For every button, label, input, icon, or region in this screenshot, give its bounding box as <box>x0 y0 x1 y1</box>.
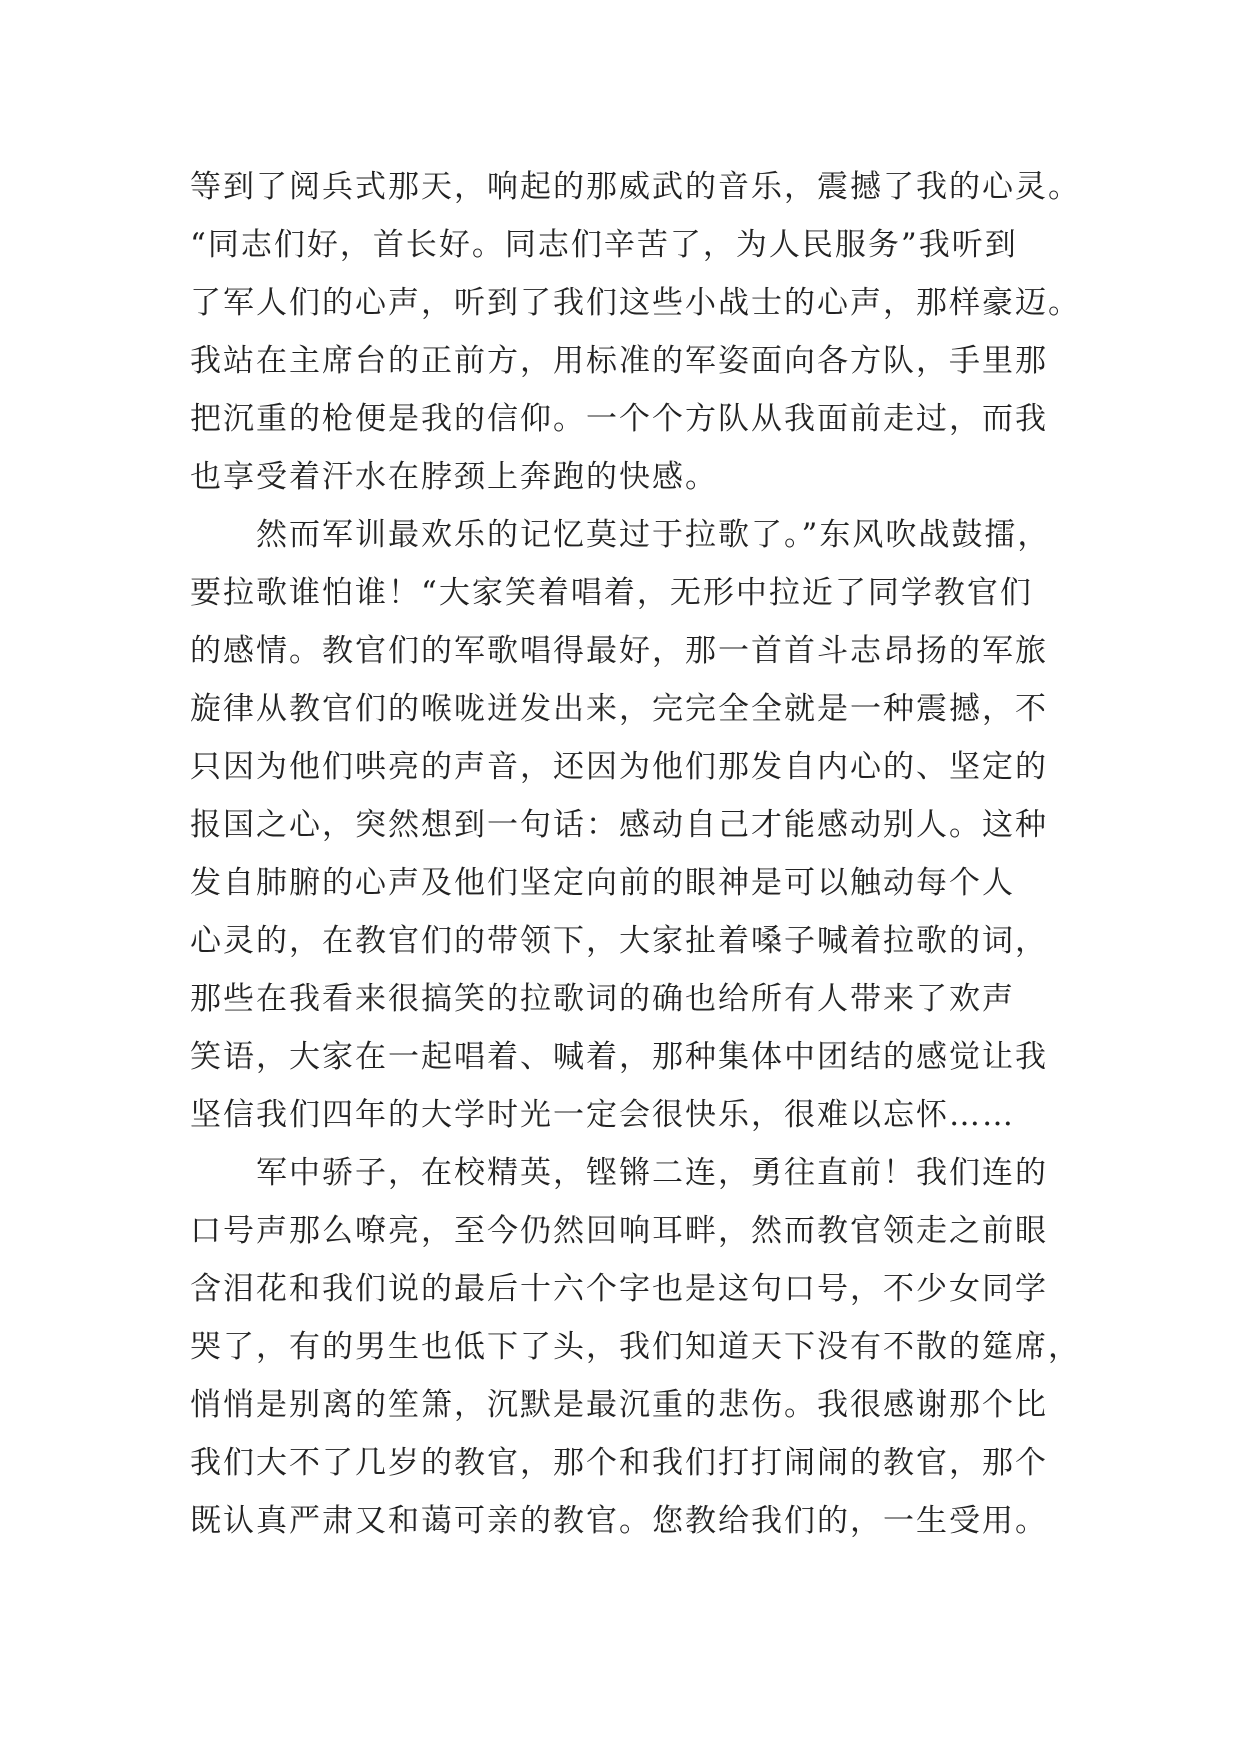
text-line: 哭了，有的男生也低下了头，我们知道天下没有不散的筵席， <box>190 1329 1081 1365</box>
text-line: 然而军训最欢乐的记忆莫过于拉歌了。”东风吹战鼓擂， <box>256 517 1051 553</box>
paragraph-2 <box>190 506 1070 1144</box>
text-line: 既认真严肃又和蔼可亲的教官。您教给我们的，一生受用。 <box>190 1503 1048 1539</box>
text-line: 只因为他们哄亮的声音，还因为他们那发自内心的、坚定的 <box>190 749 1048 785</box>
text-line: 的感情。教官们的军歌唱得最好，那一首首斗志昂扬的军旅 <box>190 633 1048 669</box>
text-line: 含泪花和我们说的最后十六个字也是这句口号，不少女同学 <box>190 1271 1048 1307</box>
text-line: 军中骄子，在校精英，铿锵二连，勇往直前！我们连的 <box>256 1155 1048 1191</box>
document-body <box>190 158 1081 1550</box>
text-line: 心灵的，在教官们的带领下，大家扯着嗓子喊着拉歌的词， <box>190 923 1048 959</box>
text-line: 把沉重的枪便是我的信仰。一个个方队从我面前走过，而我 <box>190 401 1048 437</box>
text-line: 悄悄是别离的笙箫，沉默是最沉重的悲伤。我很感谢那个比 <box>190 1387 1048 1423</box>
text-line: 我站在主席台的正前方，用标准的军姿面向各方队，手里那 <box>190 343 1048 379</box>
text-line: 报国之心，突然想到一句话：感动自己才能感动别人。这种 <box>190 807 1048 843</box>
paragraph-3 <box>190 1144 1081 1550</box>
text-line: 笑语，大家在一起唱着、喊着，那种集体中团结的感觉让我 <box>190 1039 1048 1075</box>
text-line: 口号声那么嘹亮，至今仍然回响耳畔，然而教官领走之前眼 <box>190 1213 1048 1249</box>
text-line: 我们大不了几岁的教官，那个和我们打打闹闹的教官，那个 <box>190 1445 1048 1481</box>
text-line: 那些在我看来很搞笑的拉歌词的确也给所有人带来了欢声 <box>190 981 1015 1017</box>
text-line: 坚信我们四年的大学时光一定会很快乐，很难以忘怀…… <box>190 1097 1015 1133</box>
text-line: “同志们好，首长好。同志们辛苦了，为人民服务”我听到 <box>190 227 1018 263</box>
text-line: 要拉歌谁怕谁！“大家笑着唱着，无形中拉近了同学教官们 <box>190 575 1033 611</box>
text-line: 旋律从教官们的喉咙迸发出来，完完全全就是一种震撼，不 <box>190 691 1048 727</box>
text-line: 了军人们的心声，听到了我们这些小战士的心声，那样豪迈。 <box>190 285 1081 321</box>
text-line: 等到了阅兵式那天，响起的那威武的音乐，震撼了我的心灵。 <box>190 169 1081 205</box>
paragraph-1 <box>190 158 1081 506</box>
text-line: 也享受着汗水在脖颈上奔跑的快感。 <box>190 459 718 495</box>
text-line: 发自肺腑的心声及他们坚定向前的眼神是可以触动每个人 <box>190 865 1015 901</box>
